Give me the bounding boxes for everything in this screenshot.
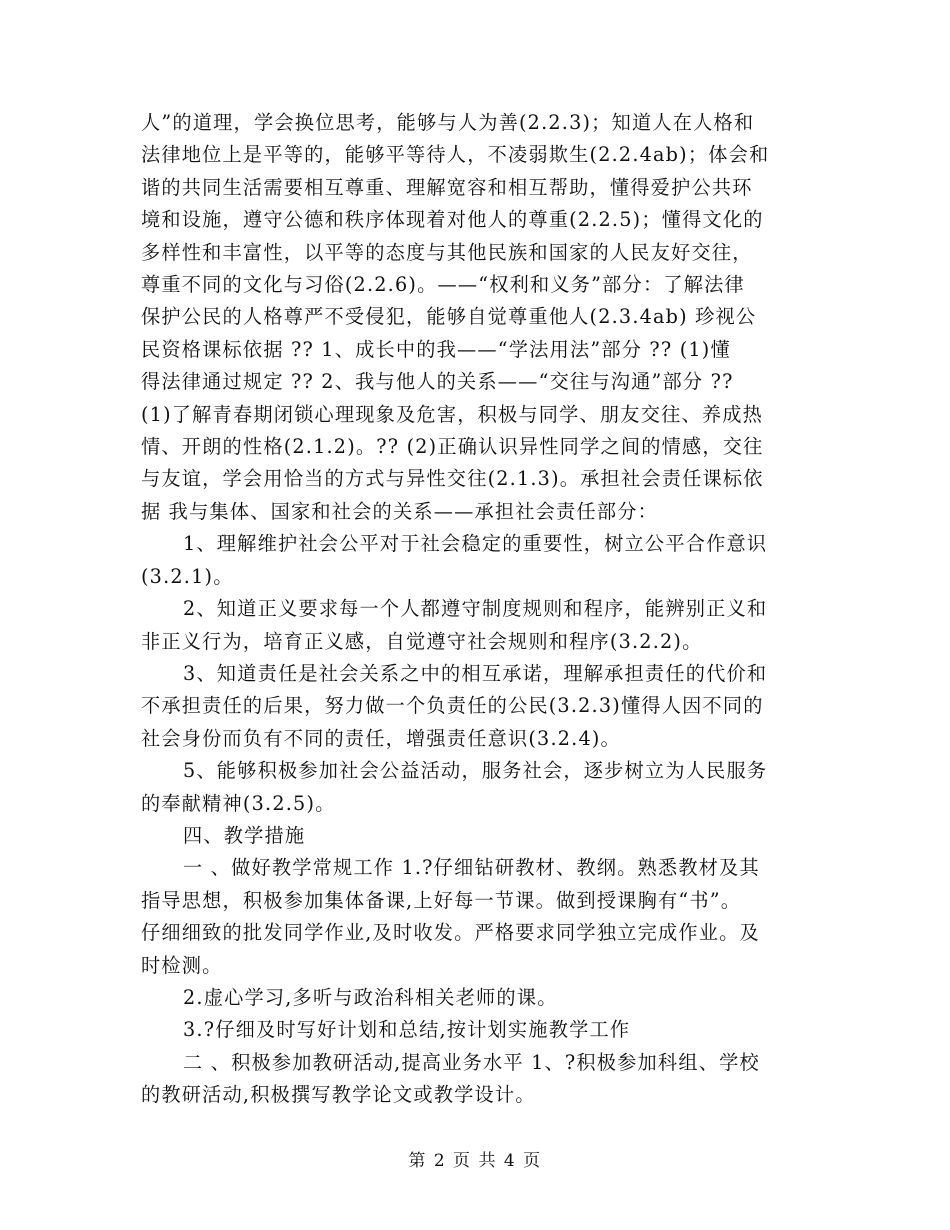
- paragraph-line: 一 、做好教学常规工作 1.?仔细钻研教材、教纲。熟悉教材及其: [183, 856, 760, 880]
- text-line: 非正义行为，培育正义感，自觉遵守社会规则和程序(3.2.2)。: [141, 629, 703, 653]
- page-number-label: 第 2 页 共 4 页: [408, 1151, 542, 1171]
- paragraph-line: 2.虚心学习,多听与政治科相关老师的课。: [183, 985, 558, 1009]
- text-line: 多样性和丰富性，以平等的态度与其他民族和国家的人民友好交往，: [141, 240, 753, 264]
- text-line: 时检测。: [141, 953, 223, 977]
- text-line: 人”的道理，学会换位思考，能够与人为善(2.2.3)；知道人在人格和: [141, 111, 755, 134]
- text-line: 与友谊，学会用恰当的方式与异性交往(2.1.3)。承担社会责任课标依: [141, 467, 764, 491]
- text-line: 不承担责任的后果，努力做一个负责任的公民(3.2.3)懂得人因不同的: [141, 694, 764, 718]
- text-line: 据 我与集体、国家和社会的关系——承担社会责任部分：: [141, 499, 658, 523]
- text-line: 的教研活动,积极撰写教学论文或教学设计。: [141, 1083, 536, 1107]
- text-line: (1)了解青春期闭锁心理现象及危害，积极与同学、朋友交往、养成热: [141, 402, 764, 426]
- text-line: 得法律通过规定 ?? 2、我与他人的关系——“交往与沟通”部分 ??: [141, 370, 734, 394]
- page-footer: [0, 1149, 950, 1173]
- text-line: 尊重不同的文化与习俗(2.2.6)。——“权利和义务”部分：了解法律: [141, 273, 745, 297]
- document-body: [141, 107, 809, 1112]
- paragraph-line: 5、能够积极参加社会公益活动，服务社会，逐步树立为人民服务: [183, 759, 768, 783]
- text-line: 社会身份而负有不同的责任，增强责任意识(3.2.4)。: [141, 726, 621, 750]
- paragraph-line: 2、知道正义要求每一个人都遵守制度规则和程序，能辨别正义和: [183, 597, 768, 621]
- text-line: 保护公民的人格尊严不受侵犯，能够自觉尊重他人(2.3.4ab) 珍视公: [141, 305, 757, 329]
- paragraph-line: 1、理解维护社会公平对于社会稳定的重要性，树立公平合作意识: [183, 532, 768, 556]
- paragraph-line: 3、知道责任是社会关系之中的相互承诺，理解承担责任的代价和: [183, 661, 768, 685]
- text-line: 法律地位上是平等的，能够平等待人，不凌弱欺生(2.2.4ab)；体会和: [141, 143, 770, 167]
- paragraph-line: 二 、积极参加教研活动,提高业务水平 1、?积极参加科组、学校: [183, 1050, 760, 1074]
- text-line: 的奉献精神(3.2.5)。: [141, 791, 336, 815]
- paragraph-line: 3.?仔细及时写好计划和总结,按计划实施教学工作: [183, 1018, 631, 1042]
- text-line: 情、开朗的性格(2.1.2)。?? (2)正确认识异性同学之间的情感，交往: [141, 435, 764, 459]
- text-line: 指导思想，积极参加集体备课,上好每一节课。做到授课胸有“书”。: [141, 888, 742, 912]
- text-line: 境和设施，遵守公德和秩序体现着对他人的尊重(2.2.5)；懂得文化的: [141, 208, 764, 232]
- text-line: (3.2.1)。: [141, 564, 234, 588]
- text-line: 仔细细致的批发同学作业,及时收发。严格要求同学独立完成作业。及: [141, 921, 760, 945]
- text-line: 谐的共同生活需要相互尊重、理解宽容和相互帮助，懂得爱护公共环: [141, 175, 753, 199]
- section-heading: 四、教学措施: [183, 823, 306, 847]
- text-line: 民资格课标依据 ?? 1、成长中的我——“学法用法”部分 ?? (1)懂: [141, 337, 731, 361]
